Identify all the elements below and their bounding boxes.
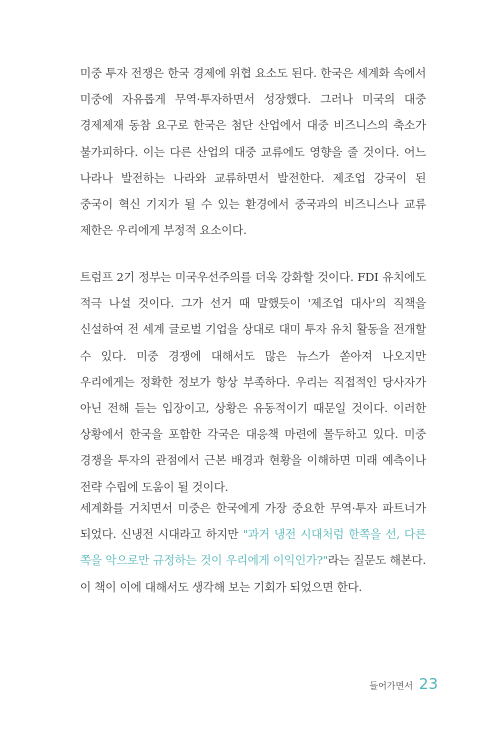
paragraph-2: 트럼프 2기 정부는 미국우선주의를 더욱 강화할 것이다. FDI 유치에도 적극 나설 것이다. 그가 선거 때 말했듯이 '제조업 대사'의 직책을 신설하여 전 세계 글로벌 기업을 상대로 대미 투자 유치 활동을 전개할 수 있다. 미중 경쟁에 대해서도 많은 뉴스가 쏟아져 나오지만 우리에게는 정확한 정보가 항상 부족하다. 우리는 직접적인 당사자가 아닌 전해 듣는 입장이고, 상황은 유동적이기 때문일 것이다. 이러한 상황에서 한국을 포함한 각국은 대응책 마련에 몰두하고 있다. 미중 경쟁을 투자의 관점에서 근본 배경과 현황을 이해하면 미래 예측이나 전략 수립에 도움이 될 것이다. bbox=[80, 270, 426, 494]
paragraph-1: 미중 투자 전쟁은 한국 경제에 위협 요소도 된다. 한국은 세계화 속에서 미중에 자유롭게 무역·투자하면서 성장했다. 그러나 미국의 대중 경제제재 동참 요구로 한국은 첨단 산업에서 대중 비즈니스의 축소가 불가피하다. 이는 다른 산업의 대중 교류에도 영향을 줄 것이다. 어느 나라나 발전하는 나라와 교류하면서 발전한다. 제조업 강국이 된 중국이 혁신 기지가 될 수 있는 환경에서 중국과의 비즈니스나 교류 제한은 우리에게 부정적 요소이다. bbox=[80, 66, 426, 238]
highlighted-quote: "과거 냉전 시대처럼 한쪽을 선, 다른 쪽을 악으로만 규정하는 것이 우리에게 이익인가?" bbox=[80, 527, 426, 568]
paragraph-block-1 bbox=[80, 60, 426, 243]
paragraph-3-after: 라는 질문도 해본다. 이 책이 이에 대해서도 생각해 보는 기회가 되었으면 한다. bbox=[80, 553, 426, 594]
paragraph-3 bbox=[80, 495, 426, 600]
page-footer bbox=[369, 675, 438, 697]
section-title: 들어가면서 bbox=[369, 682, 413, 692]
paragraph-block-3 bbox=[80, 495, 426, 600]
paragraph-3-before: 세계화를 거치면서 미중은 한국에게 가장 중요한 무역·투자 파트너가 되었다. 신냉전 시대라고 하지만 bbox=[80, 501, 426, 542]
page-number: 23 bbox=[418, 675, 438, 693]
paragraph-block-2 bbox=[80, 264, 426, 500]
